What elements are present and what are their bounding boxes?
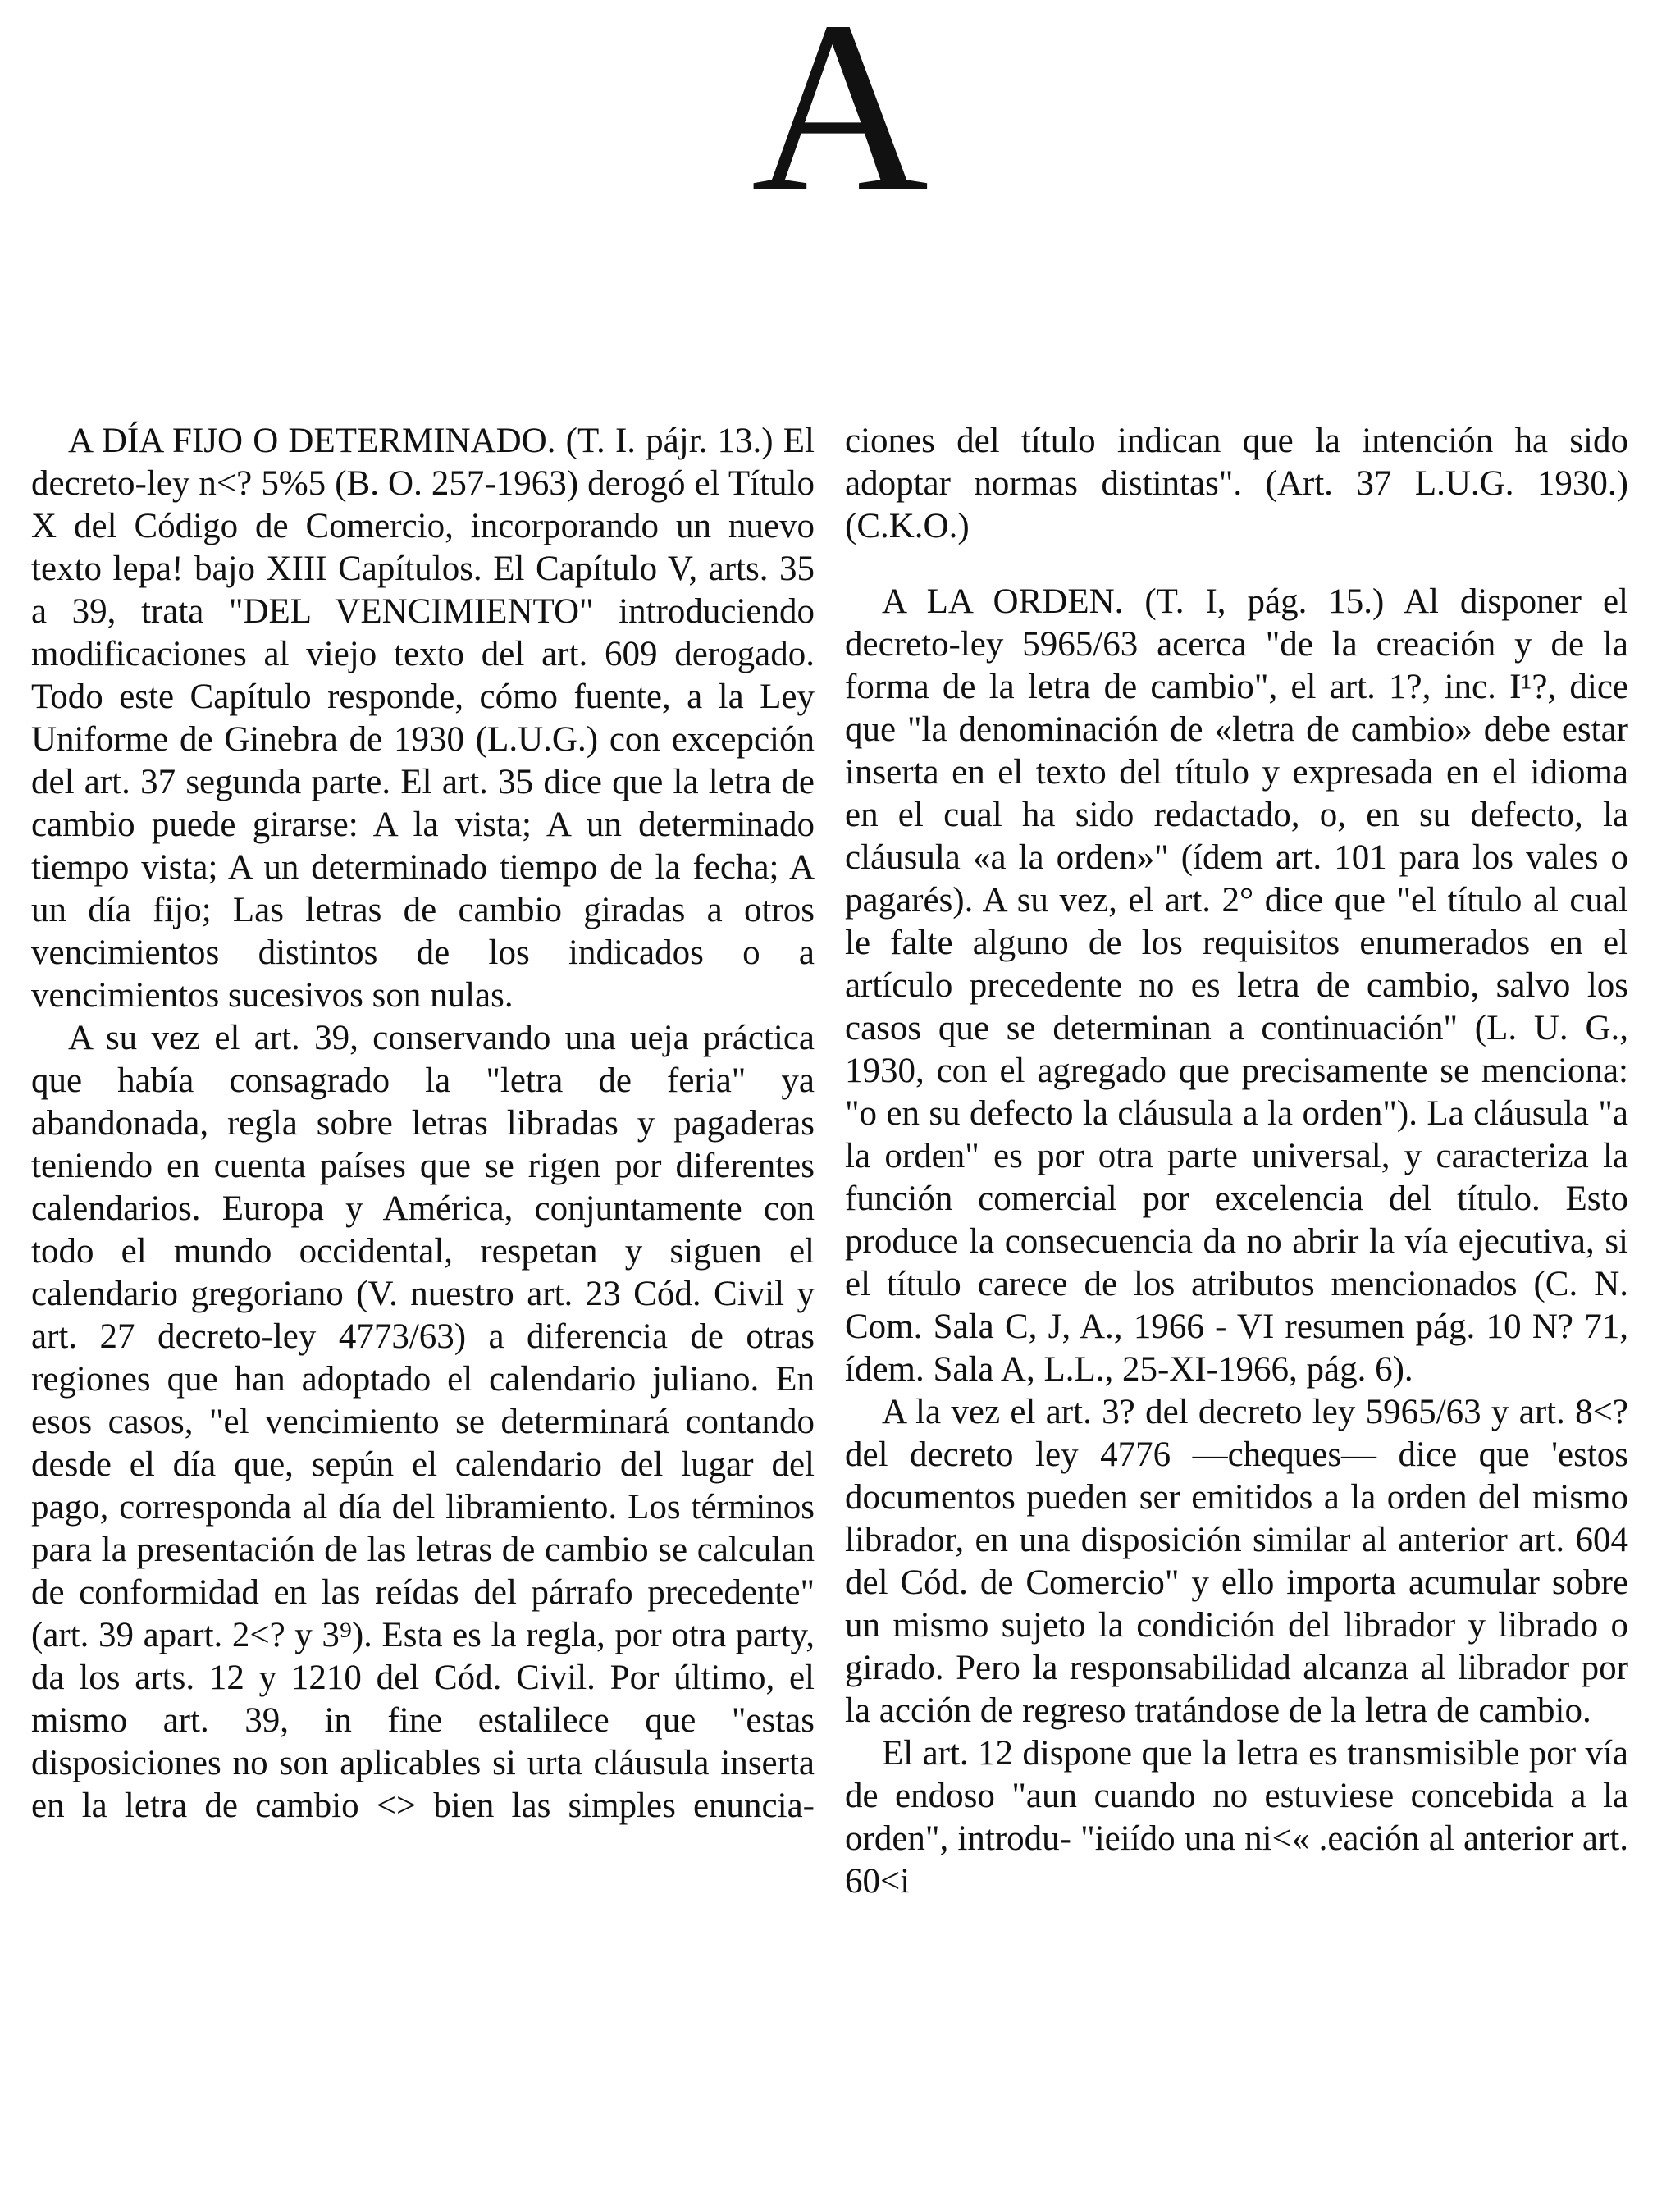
vencimiento-calendar-paragraph: A su vez el art. 39, conservando una ueja práctica que había consagrado la "letra de feria" ya abandonada, regla sobre letras libradas y pagaderas teniendo en cuenta países que se rigen por diferentes calendarios. Europa y América, conjuntamente con todo el mundo occidental, respetan y siguen el calendario gregoriano (V. nuestro art. 23 Cód. Civil y art. 27 decreto-ley 4773/63) a diferencia de otras regiones que han adoptado el calendario juliano. En esos casos, "el vencimiento se determinará contando desde el día que, sepún el calendario del lugar del pago, corresponda al día del libramiento. Los términos para la presentación de las letras de cambio se calculan de conformidad en las reídas del párrafo precedente" (art. 39 apart. 2<? y 3⁹). Esta es la regla, por otra party, da los arts. 12 y 1210 del Cód. Civil. Por último, el mismo art. 39, in fine estalilece que "estas disposiciones no son aplicables si urta cláusula inserta en la letra de cambio <> bien las simples enuncia- <box>31 1019 815 1825</box>
continued-paragraph: ciones del título indican que la intención ha sido adoptar normas distintas". (Art. 37 L.U.G. 1930.) (C.K.O.) <box>845 422 1628 545</box>
left-text-column <box>31 420 815 1828</box>
librador-paragraph: A la vez el art. 3? del decreto ley 5965/63 y art. 8<? del decreto ley 4776 —cheques— dice que 'estos documentos pueden ser emitidos a la orden del mismo librador, en una disposición similar al anterior art. 604 del Cód. de Comercio" y ello importa acumular sobre un mismo sujeto la condición del librador y librado o girado. Pero la responsabilidad alcanza al librador por la acción de regreso tratándose de la letra de cambio. <box>845 1393 1628 1730</box>
endoso-paragraph: El art. 12 dispone que la letra es transmisible por vía de endoso "aun cuando no estuviese concebida a la orden", introdu- "ieiído una ni<« .eación al anterior art. 60<i <box>845 1734 1628 1901</box>
entry-a-la-orden-paragraph: A LA ORDEN. (T. I, pág. 15.) Al disponer el decreto-ley 5965/63 acerca "de la creación y de la forma de la letra de cambio", el art. 1?, inc. I¹?, dice que "la denominación de «letra de cambio» debe estar inserta en el texto del título y expresada en el idioma en el cual ha sido redactado, o, en su defecto, la cláusula «a la orden»" (ídem art. 101 para los vales o pagarés). A su vez, el art. 2° dice que "el título al cual le falte alguno de los requisitos enumerados en el artículo precedente no es letra de cambio, salvo los casos que se determinan a continuación" (L. U. G., 1930, con el agregado que precisamente se menciona: "o en su defecto la cláusula a la orden"). La cláusula "a la orden" es por otra parte universal, y caracteriza la función comercial por excelencia del título. Esto produce la consecuencia da no abrir la vía ejecutiva, si el título carece de los atributos mencionados (C. N. Com. Sala C, J, A., 1966 - VI resumen pág. 10 N? 71, ídem. Sala A, L.L., 25-XI-1966, pág. 6). <box>845 582 1628 1389</box>
right-text-column <box>845 420 1628 1903</box>
section-letter-heading: A <box>751 0 929 243</box>
entry-a-dia-fijo-paragraph: A DÍA FIJO O DETERMINADO. (T. I. pájr. 13.) El decreto-ley n<? 5%5 (B. O. 257-1963) derogó el Título X del Código de Comercio, incorporando un nuevo texto lepa! bajo XIII Capítulos. El Capítulo V, arts. 35 a 39, trata "DEL VENCIMIENTO" introduciendo modificaciones al viejo texto del art. 609 derogado. Todo este Capítulo responde, cómo fuente, a la Ley Uniforme de Ginebra de 1930 (L.U.G.) con excepción del art. 37 segunda parte. El art. 35 dice que la letra de cambio puede girarse: A la vista; A un determinado tiempo vista; A un determinado tiempo de la fecha; A un día fijo; Las letras de cambio giradas a otros vencimientos distintos de los indicados o a vencimientos sucesivos son nulas. <box>31 422 815 1015</box>
